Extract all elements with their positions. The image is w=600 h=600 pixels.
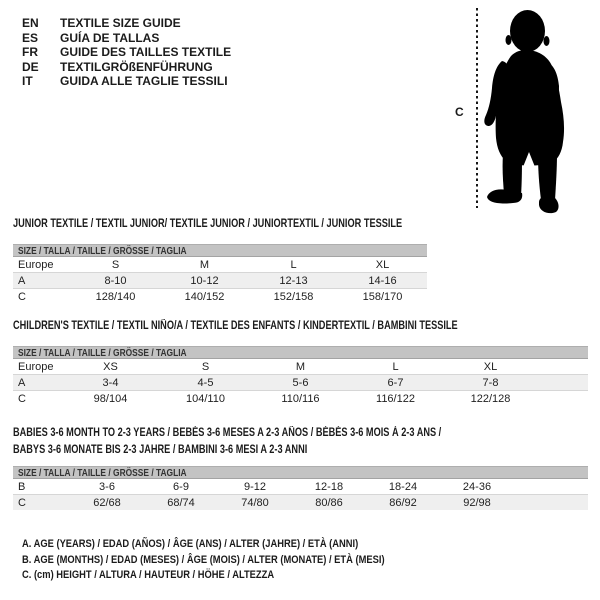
table-row: [13, 479, 588, 495]
junior-table-title: JUNIOR TEXTILE / TEXTIL JUNIOR/ TEXTILE JUNIOR / JUNIORTEXTIL / JUNIOR TESSILE: [13, 218, 403, 230]
spacer-cell: [538, 391, 588, 407]
size-cell: 6-7: [348, 375, 443, 391]
size-cell: M: [199, 258, 210, 271]
size-header-band: SIZE / TALLA / TAILLE / GRÖSSE / TAGLIA: [13, 244, 427, 257]
table-row: [13, 375, 588, 391]
lang-code: DE: [22, 59, 39, 74]
size-cell: 98/104: [63, 391, 158, 407]
row-label: Europe: [18, 258, 54, 271]
babies-size-table: [13, 466, 588, 510]
table-row: [13, 495, 588, 511]
size-cell: XL: [375, 258, 390, 271]
lang-label: GUIDA ALLE TAGLIE TESSILI: [60, 74, 228, 88]
row-label: A: [13, 375, 63, 391]
row-label: B: [18, 480, 26, 493]
size-cell: 86/92: [366, 495, 440, 511]
spacer-cell: [538, 375, 588, 391]
baby-leg-right: [538, 154, 557, 200]
lang-row-es: [22, 31, 231, 46]
baby-silhouette: [481, 6, 567, 214]
size-cell: 8-10: [71, 273, 160, 289]
size-cell: S: [111, 258, 120, 271]
baby-foot-right: [539, 195, 559, 213]
size-cell: 3-6: [99, 480, 115, 493]
size-cell: 4-5: [158, 375, 253, 391]
row-label: C: [13, 289, 71, 305]
spacer-cell: [514, 495, 588, 511]
babies-table-title: BABIES 3-6 MONTH TO 2-3 YEARS / BEBÉS 3-6 MESES A 2-3 AÑOS / BÉBÉS 3-6 MOIS À 2-3 ANS / BABYS 3-6 MONATE BIS 2-3 JAHRE / BAMBINI 3-6 MESI A 2-3 ANNI: [13, 427, 442, 456]
size-cell: 158/170: [338, 289, 427, 305]
table-row: [13, 359, 588, 375]
size-cell: XL: [483, 360, 498, 373]
size-cell: 62/68: [70, 495, 144, 511]
row-label: Europe: [18, 360, 54, 373]
size-cell: 116/122: [348, 391, 443, 407]
children-size-table: [13, 346, 588, 406]
spacer-cell: [514, 479, 588, 495]
size-cell: 122/128: [443, 391, 538, 407]
height-measure-dashed-line: [476, 8, 478, 208]
footnote-b: B. AGE (MONTHS) / EDAD (MESES) / ÂGE (MOIS) / ALTER (MONATE) / ETÀ (MESI): [22, 553, 385, 566]
size-header-band: SIZE / TALLA / TAILLE / GRÖSSE / TAGLIA: [13, 346, 588, 359]
size-cell: 24-36: [462, 480, 492, 493]
size-cell: 3-4: [63, 375, 158, 391]
footnotes: [22, 537, 449, 584]
language-title-block: [22, 16, 231, 89]
size-cell: 18-24: [388, 480, 418, 493]
row-label: C: [13, 495, 70, 511]
size-cell: 9-12: [243, 480, 267, 493]
lang-row-en: [22, 16, 231, 31]
lang-label: TEXTILGRÖßENFÜHRUNG: [60, 59, 213, 74]
footnote-c: C. (cm) HEIGHT / ALTURA / HAUTEUR / HÖHE / ALTEZZA: [22, 569, 275, 581]
lang-label: TEXTILE SIZE GUIDE: [60, 16, 181, 30]
size-cell: 7-8: [443, 375, 538, 391]
size-cell: 12-18: [314, 480, 344, 493]
size-cell: 128/140: [71, 289, 160, 305]
size-cell: 152/158: [249, 289, 338, 305]
children-table-title: CHILDREN'S TEXTILE / TEXTIL NIÑO/A / TEXTILE DES ENFANTS / KINDERTEXTIL / BAMBINI TESSILE: [13, 320, 458, 332]
lang-row-fr: [22, 45, 231, 60]
size-cell: 68/74: [144, 495, 218, 511]
size-cell: 14-16: [338, 273, 427, 289]
size-cell: 12-13: [249, 273, 338, 289]
size-cell: 10-12: [160, 273, 249, 289]
table-row: [13, 289, 427, 305]
size-cell: L: [392, 360, 399, 373]
lang-code: EN: [22, 16, 39, 30]
lang-code: ES: [22, 30, 39, 45]
size-cell: S: [201, 360, 210, 373]
lang-row-it: [22, 74, 231, 89]
size-cell: M: [295, 360, 306, 373]
lang-code: IT: [22, 74, 33, 88]
size-cell: 6-9: [173, 480, 189, 493]
baby-head: [510, 10, 545, 52]
size-cell: L: [290, 258, 297, 271]
size-cell: 80/86: [292, 495, 366, 511]
table-row: [13, 257, 427, 273]
table-row: [13, 273, 427, 289]
lang-row-de: [22, 60, 231, 75]
row-label: A: [13, 273, 71, 289]
size-cell: XS: [103, 360, 118, 373]
lang-code: FR: [22, 45, 38, 59]
size-cell: 104/110: [158, 391, 253, 407]
size-cell: 110/116: [253, 391, 348, 407]
junior-size-table: [13, 244, 427, 304]
size-cell: 74/80: [218, 495, 292, 511]
size-cell: 92/98: [440, 495, 514, 511]
lang-label: GUIDE DES TAILLES TEXTILE: [60, 45, 232, 59]
lang-label: GUÍA DE TALLAS: [60, 30, 160, 45]
table-row: [13, 391, 588, 407]
size-cell: 5-6: [253, 375, 348, 391]
baby-leg-left: [503, 152, 522, 196]
baby-ear-left: [506, 35, 512, 45]
row-label: C: [13, 391, 63, 407]
spacer-cell: [538, 359, 588, 375]
baby-ear-right: [544, 36, 550, 46]
height-measure-label: C: [455, 105, 464, 119]
size-cell: 140/152: [160, 289, 249, 305]
size-header-band: SIZE / TALLA / TAILLE / GRÖSSE / TAGLIA: [13, 466, 588, 479]
footnote-a: A. AGE (YEARS) / EDAD (AÑOS) / ÂGE (ANS) / ALTER (JAHRE) / ETÀ (ANNI): [22, 538, 359, 550]
